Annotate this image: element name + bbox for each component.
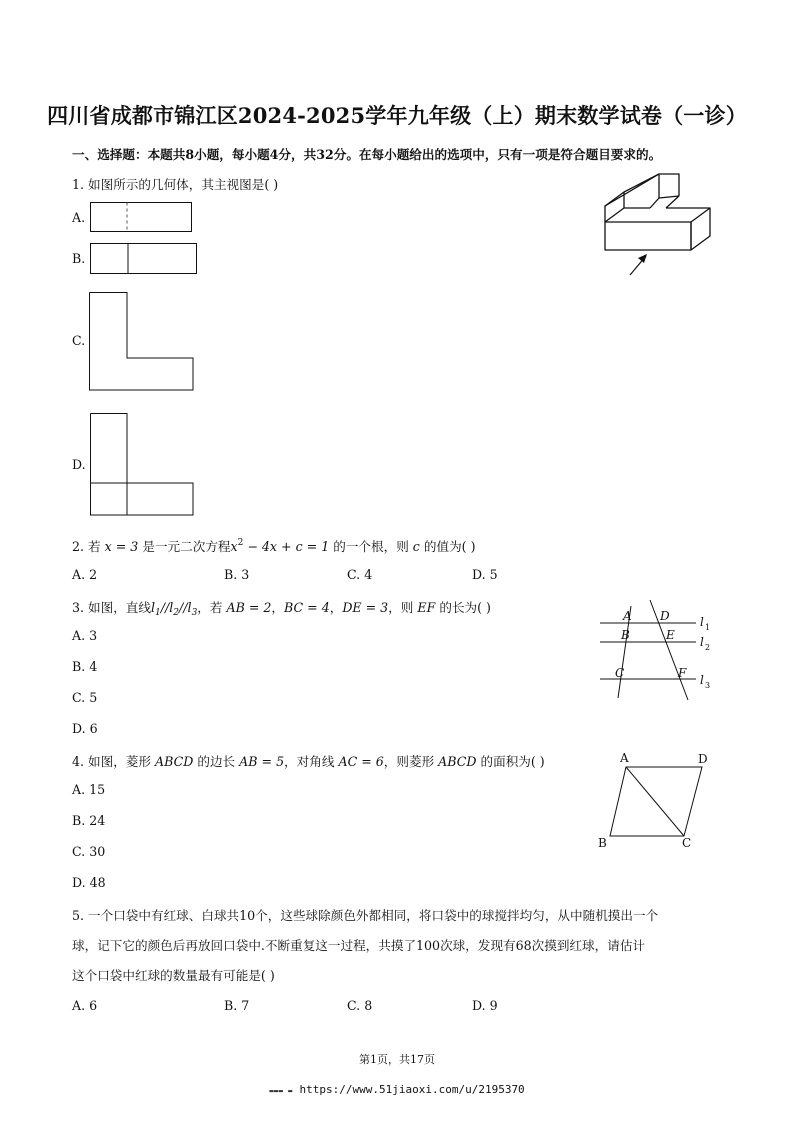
- q4-option-b: B. 24: [72, 813, 106, 828]
- watermark-url[interactable]: ▬▬▬ ▬ https://www.51jiaoxi.com/u/2195370: [269, 1083, 525, 1096]
- q1-option-a-label: A.: [72, 210, 86, 225]
- q2-option-d: D. 5: [472, 567, 498, 582]
- q5-option-c: C. 8: [347, 998, 373, 1013]
- q1-option-c-figure: [89, 292, 195, 392]
- q4-option-a: A. 15: [72, 782, 106, 797]
- q2-option-a: A. 2: [72, 567, 98, 582]
- svg-text:1: 1: [705, 623, 711, 632]
- question-4-stem: 4. 如图，菱形 ABCD 的边长 AB = 5，对角线 AC = 6，则菱形 ABCD 的面积为( ): [72, 754, 545, 769]
- svg-text:2: 2: [705, 643, 711, 652]
- svg-text:3: 3: [705, 681, 711, 690]
- q3-option-c: C. 5: [72, 690, 98, 705]
- q2-option-c: C. 4: [347, 567, 373, 582]
- svg-text:l: l: [700, 635, 704, 649]
- svg-text:B: B: [598, 836, 607, 850]
- page-number: 第1页，共17页: [359, 1053, 435, 1066]
- q1-option-d-label: D.: [72, 457, 86, 472]
- question-3-stem: 3. 如图，直线$l_1//l_2//l_3$，若 AB = 2，BC = 4，DE = 3，则 EF 的长为( ): [72, 600, 491, 618]
- svg-text:C: C: [682, 836, 692, 850]
- q5-option-a: A. 6: [72, 998, 98, 1013]
- svg-text:D: D: [660, 609, 670, 623]
- svg-text:B: B: [621, 628, 630, 642]
- question-2-stem: 2. 若 x = 3 是一元二次方程$x^2 - 4x + c = 1$ 的一个根，则 c 的值为( ): [72, 538, 476, 554]
- q1-option-b-label: B.: [72, 251, 86, 266]
- q1-option-a-figure: [90, 202, 192, 234]
- q1-option-c-label: C.: [72, 333, 86, 348]
- question-5-line-2: 球，记下它的颜色后再放回口袋中.不断重复这一过程，共摸了100次球，发现有68次摸到红球，请估计: [72, 938, 646, 953]
- q3-option-b: B. 4: [72, 659, 98, 674]
- svg-text:D: D: [698, 752, 708, 766]
- q2-option-b: B. 3: [224, 567, 250, 582]
- section-heading: 一、选择题：本题共8小题，每小题4分，共32分。在每小题给出的选项中，只有一项是符合题目要求的。: [72, 147, 662, 162]
- q3-parallel-lines-figure: [598, 600, 716, 702]
- q1-option-b-figure: [90, 243, 198, 275]
- q5-option-b: B. 7: [224, 998, 250, 1013]
- svg-text:l: l: [700, 673, 704, 687]
- q5-option-d: D. 9: [472, 998, 498, 1013]
- q1-solid-figure: [600, 168, 716, 280]
- svg-text:F: F: [678, 666, 687, 680]
- q3-option-a: A. 3: [72, 628, 98, 643]
- q4-rhombus-figure: [594, 750, 716, 854]
- q3-option-d: D. 6: [72, 721, 98, 736]
- svg-text:E: E: [666, 628, 675, 642]
- svg-text:A: A: [620, 751, 629, 765]
- svg-text:l: l: [700, 615, 704, 629]
- svg-text:C: C: [615, 666, 625, 680]
- watermark-logo-icon: ▬▬▬ ▬: [269, 1087, 293, 1095]
- q4-option-c: C. 30: [72, 844, 106, 859]
- question-5-line-3: 这个口袋中红球的数量最有可能是( ): [72, 968, 275, 983]
- question-1-stem: 1. 如图所示的几何体，其主视图是( ): [72, 177, 279, 192]
- q4-option-d: D. 48: [72, 875, 106, 890]
- svg-text:A: A: [623, 609, 632, 623]
- page-title: 四川省成都市锦江区2024-2025学年九年级（上）期末数学试卷（一诊）: [47, 103, 747, 128]
- q1-option-d-figure: [90, 413, 196, 517]
- question-5-line-1: 5. 一个口袋中有红球、白球共10个，这些球除颜色外都相同，将口袋中的球搅拌均匀，从中随机摸出一个: [72, 908, 659, 923]
